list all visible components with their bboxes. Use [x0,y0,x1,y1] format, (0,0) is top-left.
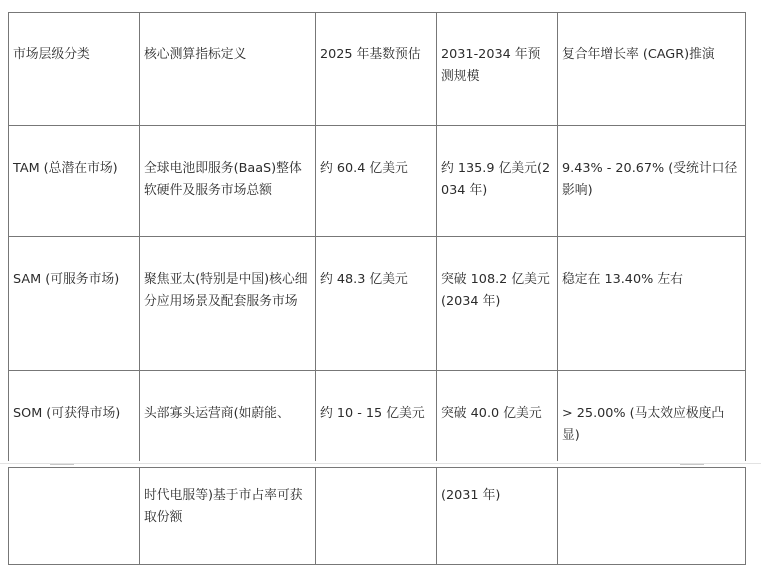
header-forecast: 2031-2034 年预测规模 [437,13,558,126]
market-sizing-table [8,12,746,463]
header-base-2025: 2025 年基数预估 [316,13,437,126]
table-row [9,371,746,463]
cell-tier [9,468,140,565]
cell-forecast: 约 135.9 亿美元(2034 年) [437,126,558,237]
cell-cagr: 稳定在 13.40% 左右 [558,237,746,371]
table-header-row [9,13,746,126]
cell-cagr [558,468,746,565]
cell-forecast: (2031 年) [437,468,558,565]
cell-definition: 时代电服等)基于市占率可获取份额 [140,468,316,565]
market-sizing-table-continued [8,467,746,565]
header-definition: 核心测算指标定义 [140,13,316,126]
header-tier: 市场层级分类 [9,13,140,126]
cell-forecast: 突破 40.0 亿美元 [437,371,558,463]
cell-cagr: > 25.00% (马太效应极度凸显) [558,371,746,463]
cell-base-2025 [316,468,437,565]
table-row [9,237,746,371]
cell-forecast: 突破 108.2 亿美元(2034 年) [437,237,558,371]
header-cagr: 复合年增长率 (CAGR)推演 [558,13,746,126]
cell-tier: SAM (可服务市场) [9,237,140,371]
page-break-marker-right [680,464,704,465]
cell-cagr: 9.43% - 20.67% (受统计口径影响) [558,126,746,237]
cell-tier: SOM (可获得市场) [9,371,140,463]
cell-definition: 全球电池即服务(BaaS)整体软硬件及服务市场总额 [140,126,316,237]
page-break-marker-left [50,464,74,465]
cell-base-2025: 约 10 - 15 亿美元 [316,371,437,463]
cell-definition: 聚焦亚太(特别是中国)核心细分应用场景及配套服务市场 [140,237,316,371]
cell-base-2025: 约 60.4 亿美元 [316,126,437,237]
page-break-line [0,463,761,464]
cell-tier: TAM (总潜在市场) [9,126,140,237]
table-row [9,126,746,237]
cell-definition: 头部寡头运营商(如蔚能、 [140,371,316,463]
cell-base-2025: 约 48.3 亿美元 [316,237,437,371]
table-row-continuation [9,468,746,565]
